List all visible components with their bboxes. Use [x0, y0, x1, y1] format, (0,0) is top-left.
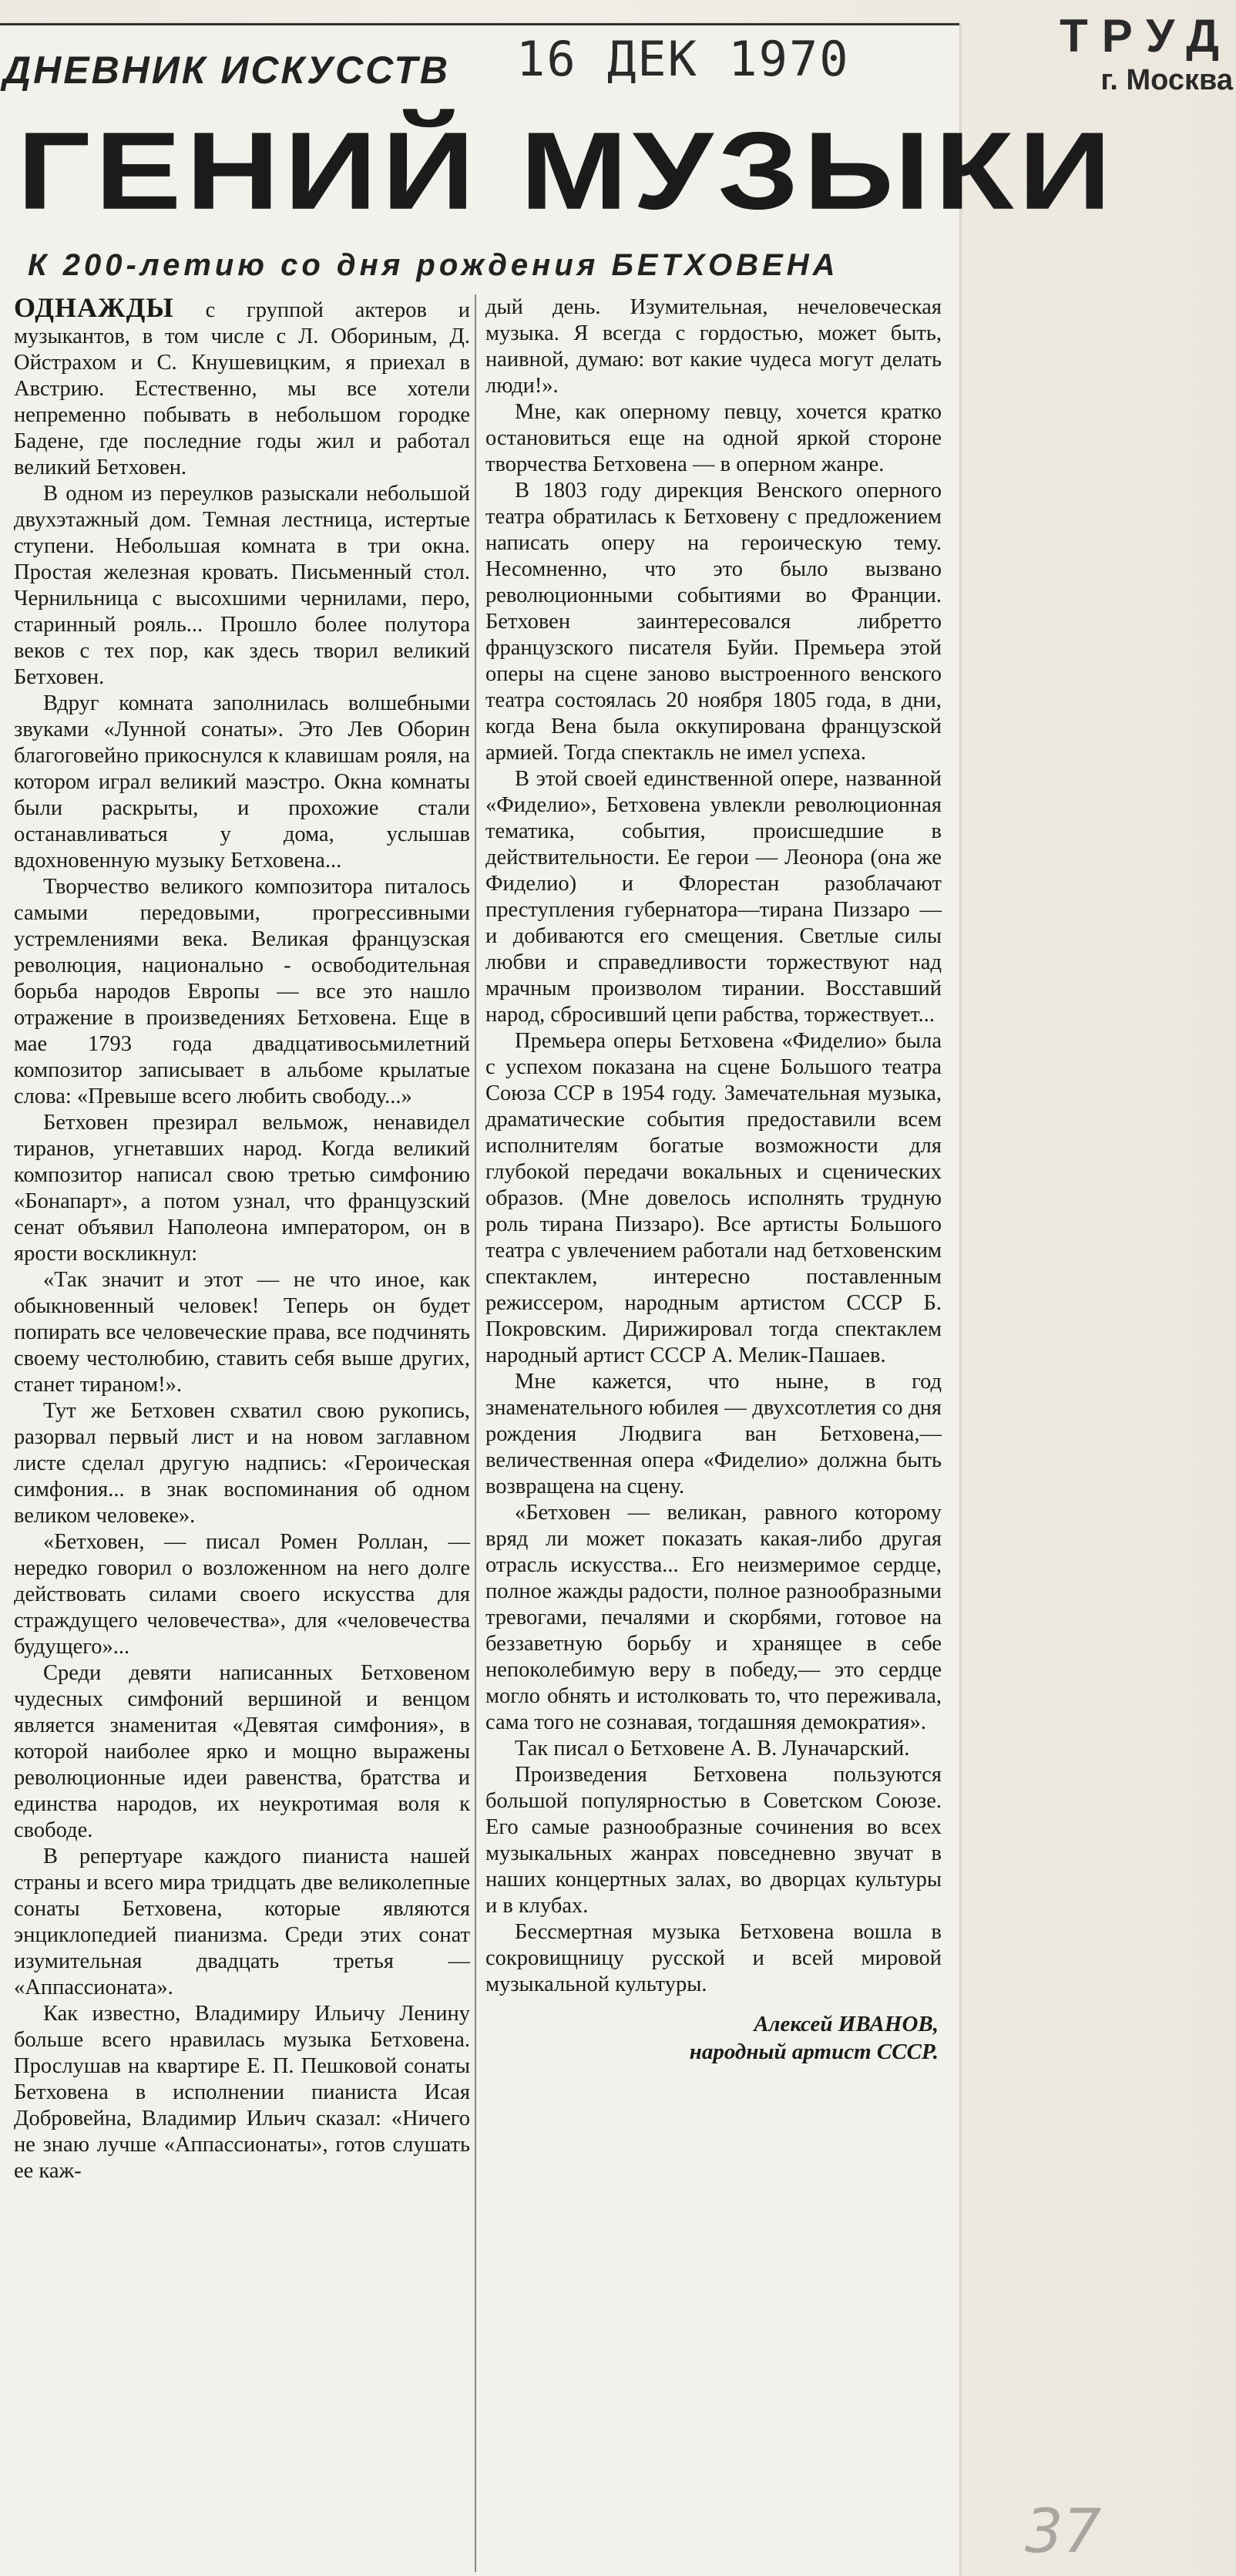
article-paragraph: Среди девяти написанных Бетховеном чудесных симфоний вершиной и венцом является знаменитая «Девятая симфония», в которой наиболее ярко и мощно выражены революционные идеи равенства, братства и единства народов, их неукротимая воля к свободе. [14, 1661, 470, 1842]
author-title: народный артист СССР. [689, 2040, 939, 2064]
article-paragraph: Мне кажется, что ныне, в год знаменательного юбилея — двухсотлетия со дня рождения Людвига ван Бетховена,— величественная опера «Фиделио» должна быть возвращена на сцену. [485, 1370, 942, 1498]
article-paragraph: В 1803 году дирекция Венского оперного театра обратилась к Бетховену с предложением написать оперу на героическую тему. Несомненно, что это было вызвано революционными событиями во Франции. Бетховен заинтересовался либретто французского писателя Буйи. Премьера этой оперы на сцене заново выстроенного венского театра состоялась 20 ноября 1805 года, в дни, когда Вена была оккупирована французской армией. Тогда спектакль не имел успеха. [485, 479, 942, 765]
column-divider [475, 294, 476, 2572]
article-headline: ГЕНИЙ МУЗЫКИ [17, 109, 1117, 233]
article-paragraph: Вдруг комната заполнилась волшебными звуками «Лунной сонаты». Это Лев Оборин благоговейно прикоснулся к клавишам рояля, на котором играл великий маэстро. Окна комнаты были раскрыты, и прохожие стали останавливаться у дома, услышав вдохновенную музыку Бетховена... [14, 691, 470, 873]
lead-word: ОДНАЖДЫ [14, 292, 174, 323]
article-paragraph: Так писал о Бетховене А. В. Луначарский. [515, 1737, 910, 1760]
article-column-right [485, 294, 942, 2066]
article-paragraph: В этой своей единственной опере, названной «Фиделио», Бетховена увлекли революционная тематика, события, происшедшие в действительности. Ее герои — Леонора (она же Фиделио) и Флорестан разоблачают преступления губернатора—тирана Пиззаро — и добиваются его смещения. Светлые силы любви и справедливости торжествуют над мрачным произволом тирании. Восставший народ, сбросивший цепи рабства, торжествует... [485, 767, 942, 1027]
article-paragraph: Тут же Бетховен схватил свою рукопись, разорвал первый лист и на новом заглавном листе сделал другую надпись: «Героическая симфония... в знак воспоминания об одном великом человеке». [14, 1399, 470, 1528]
article-paragraph: Как известно, Владимиру Ильичу Ленину больше всего нравилась музыка Бетховена. Прослушав на квартире Е. П. Пешковой сонаты Бетховена в исполнении пианиста Исая Добровейна, Владимир Ильич сказал: «Ничего не знаю лучше «Аппассионаты», готов слушать ее каж- [14, 2002, 470, 2183]
article-subheadline: К 200-летию со дня рождения БЕТХОВЕНА [28, 248, 839, 282]
section-rubric: ДНЕВНИК ИСКУССТВ [3, 49, 451, 92]
newspaper-city: г. Москва [1100, 64, 1233, 96]
article-paragraph: «Бетховен, — писал Ромен Роллан, — нередко говорил о возложенном на него долге действовать силами своего искусства для страждущего человечества», для «человечества будущего»... [14, 1530, 470, 1659]
article-paragraph: «Так значит и этот — не что иное, как обыкновенный человек! Теперь он будет попирать все человеческие права, все подчинять своему честолюбию, ставить себя выше других, станет тираном!». [14, 1268, 470, 1397]
article-column-left [14, 294, 470, 2184]
article-paragraph: В репертуаре каждого пианиста нашей страны и всего мира тридцать две великолепные сонаты Бетховена, которые являются энциклопедией пианизма. Среди этих сонат изумительная двадцать третья — «Аппассионата». [14, 1845, 470, 1999]
article-paragraph: Мне, как оперному певцу, хочется кратко остановиться еще на одной яркой стороне творчества Бетховена — в оперном жанре. [485, 400, 942, 476]
article-paragraph: Бессмертная музыка Бетховена вошла в сокровищницу русской и всей мировой музыкальной культуры. [485, 1920, 942, 1996]
article-paragraph: «Бетховен — великан, равного которому вряд ли может показать какая-либо другая отрасль искусства... Его неизмеримое сердце, полное жажды радости, полное разнообразными тревогами, печалями и скорбями, готовое на беззаветную борьбу и хранящее в себе непоколебимую веру в победу,— это сердце могло обнять и истолковать то, что переживала, сама того не сознавая, тогдашняя демократия». [485, 1501, 942, 1734]
author-name: Алексей ИВАНОВ, [754, 2012, 939, 2036]
article-paragraph: Премьера оперы Бетховена «Фиделио» была с успехом показана на сцене Большого театра Союза ССР в 1954 году. Замечательная музыка, драматические события предоставили всем исполнителям богатые возможности для глубокой передачи вокальных и сценических образов. (Мне довелось исполнять трудную роль тирана Пиззаро). Все артисты Большого театра с увлечением работали над бетховенским спектаклем, интересно поставленным режиссером, народным артистом СССР Б. Покровским. Дирижировал тогда спектаклем народный артист СССР А. Мелик-Пашаев. [485, 1029, 942, 1367]
newspaper-name: ТРУД [1060, 10, 1233, 62]
newspaper-stamp [994, 9, 1233, 97]
article-paragraph [14, 294, 470, 481]
article-paragraph: В одном из переулков разыскали небольшой двухэтажный дом. Темная лестница, истертые ступени. Небольшая комната в три окна. Простая железная кровать. Письменный стол. Чернильница с высохшими чернилами, перо, старинный рояль... Прошло более полутора веков с тех пор, как здесь творил великий Бетховен. [14, 482, 470, 689]
article-paragraph: Творчество великого композитора питалось самыми передовыми, прогрессивными устремлениями века. Великая французская революция, национально - освободительная борьба народов Европы — все это нашло отражение в произведениях Бетховена. Еще в мае 1793 года двадцативосьмилетний композитор записывает в альбоме крылатые слова: «Превыше всего любить свободу...» [14, 875, 470, 1108]
lead-text: с группой актеров и музыкантов, в том числе с Л. Обориным, Д. Ойстрахом и С. Кнушевицким, я приехал в Австрию. Естественно, мы все хотели непременно побывать в небольшом городке Бадене, где последние годы жил и работал великий Бетховен. [14, 298, 471, 479]
article-paragraph: дый день. Изумительная, нечеловеческая музыка. Я всегда с гордостью, может быть, наивной, думаю: вот какие чудеса могут делать люди!». [485, 295, 942, 398]
date-stamp: 16 ДЕК 1970 [516, 31, 850, 87]
author-signature [485, 2010, 942, 2066]
article-paragraph: Произведения Бетховена пользуются большой популярностью в Советском Союзе. Его самые разнообразные сочинения во всех музыкальных жанрах повседневно звучат в наших концертных залах, во дворцах культуры и в клубах. [485, 1763, 942, 1918]
pencil-page-number: 37 [1025, 2497, 1102, 2567]
article-paragraph: Бетховен презирал вельмож, ненавидел тиранов, угнетавших народ. Когда великий композитор написал свою третью симфонию «Бонапарт», а потом узнал, что французский сенат объявил Наполеона императором, он в ярости воскликнул: [14, 1111, 470, 1266]
top-rule [0, 23, 959, 25]
